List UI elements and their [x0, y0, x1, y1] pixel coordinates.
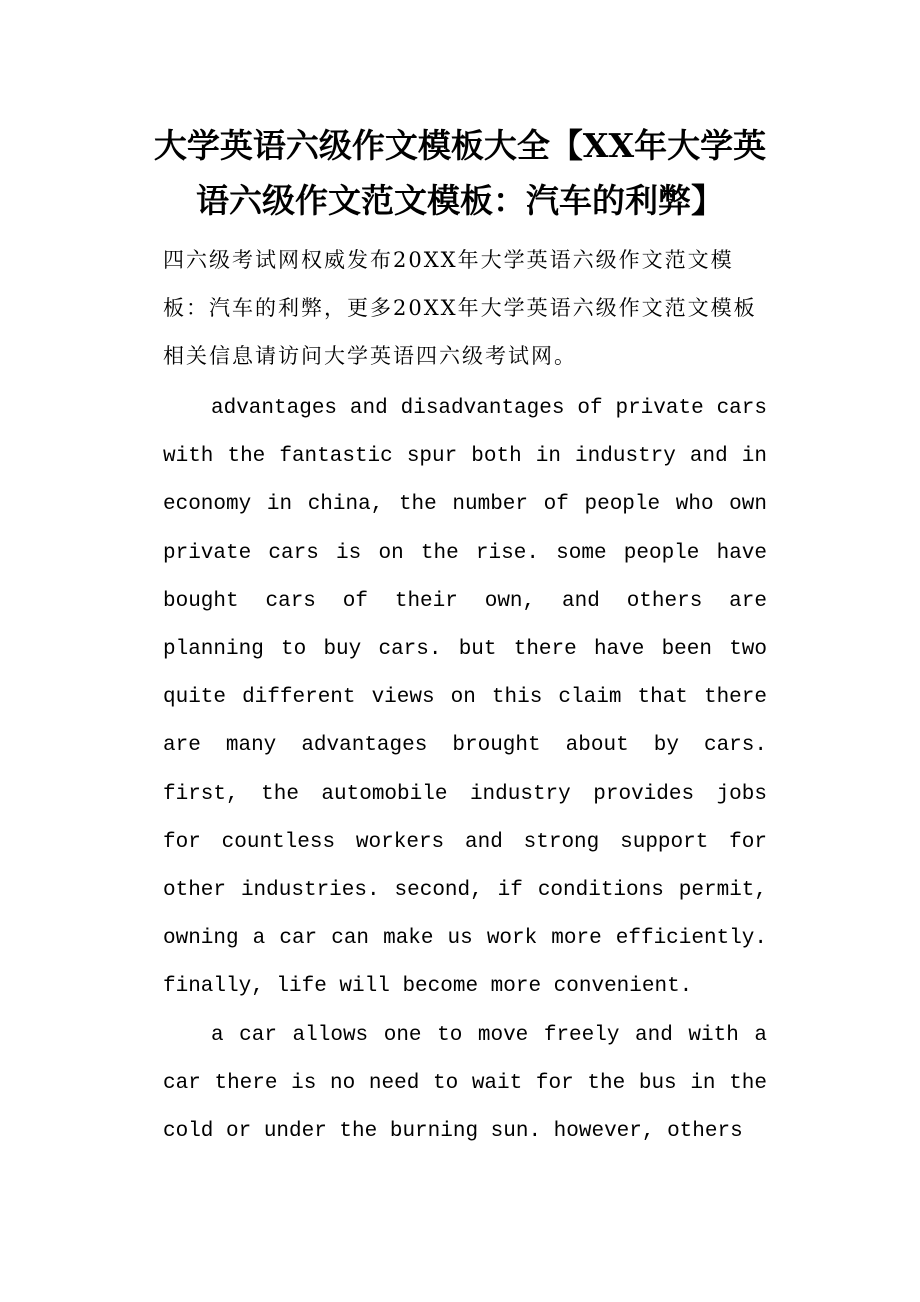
body-paragraph-2-text: a car allows one to move freely and with a car there is no need to wait for the bus in the cold or under the burning sun. however, others — [163, 1024, 767, 1144]
body-paragraph-1-text: advantages and disadvantages of private cars with the fantastic spur both in industry and in economy in china, the number of people who own private cars is on the rise. some people have bought cars of their own, and others are planning to buy cars. but there have been two quite different views on this claim that there are many advantages brought about by cars. first, the automobile industry provides jobs for countless workers and strong support for other industries. second, if conditions permit, owning a car can make us work more efficiently. finally, life will become more convenient. — [163, 397, 767, 999]
intro-paragraph: 四六级考试网权威发布20XX年大学英语六级作文范文模板：汽车的利弊，更多20XX年大学英语六级作文范文模板相关信息请访问大学英语四六级考试网。 — [163, 248, 757, 368]
document-title: 大学英语六级作文模板大全【XX年大学英语六级作文范文模板：汽车的利弊】 — [153, 126, 767, 220]
body-paragraph-2 — [163, 1012, 767, 1157]
body-paragraph-1 — [163, 385, 767, 1012]
